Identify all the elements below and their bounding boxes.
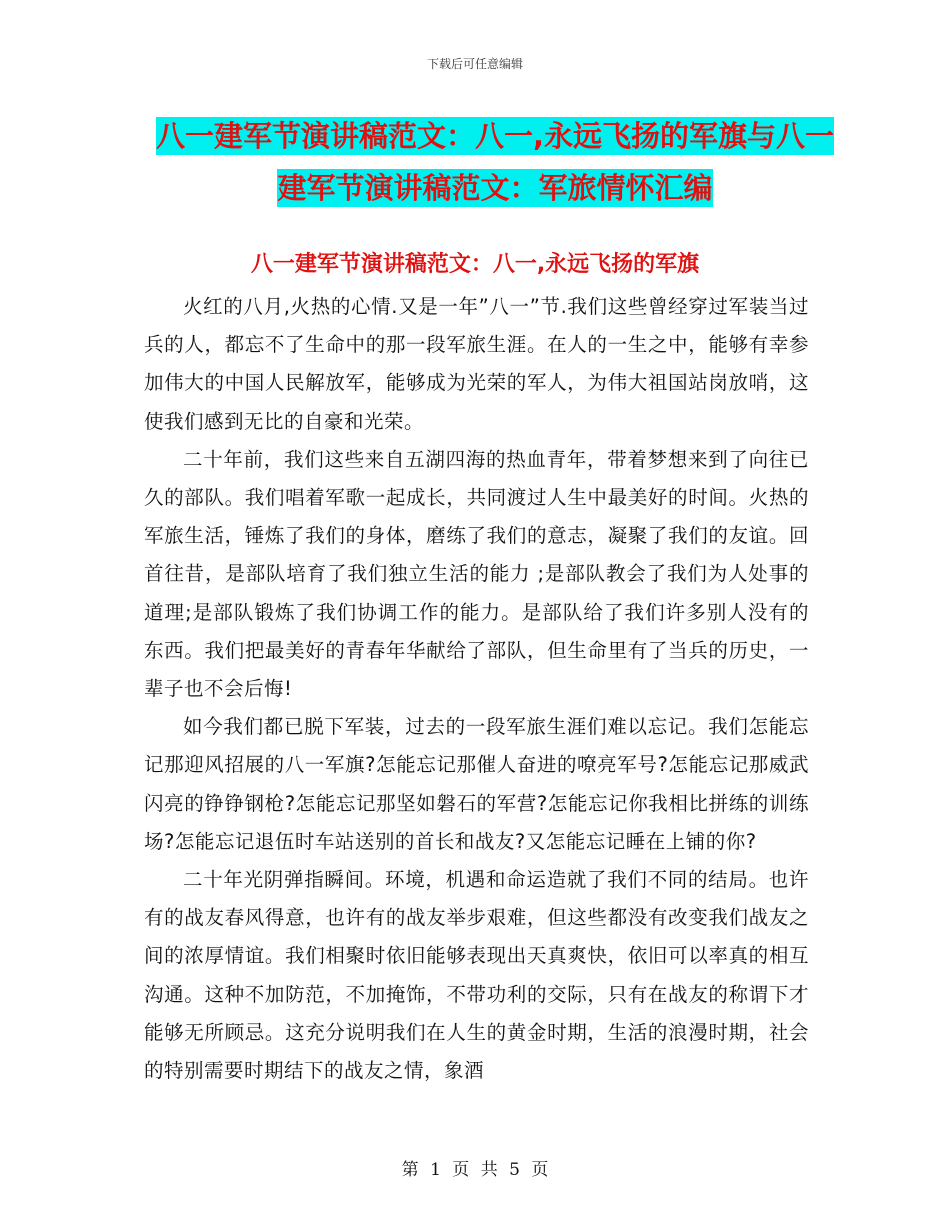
section-title: 八一建军节演讲稿范文：八一,永远飞扬的军旗 xyxy=(250,252,700,277)
body-text xyxy=(144,288,809,1090)
document-title-text: 八一建军节演讲稿范文：八一,永远飞扬的军旗与八一建军节演讲稿范文：军旅情怀汇编 xyxy=(155,119,835,205)
paragraph: 二十年光阴弹指瞬间。环境，机遇和命运造就了我们不同的结局。也许有的战友春风得意，也许有的战友举步艰难，但这些都没有改变我们战友之间的浓厚情谊。我们相聚时依旧能够表现出天真爽快，依旧可以率真的相互沟通。这种不加防范，不加掩饰，不带功利的交际，只有在战友的称谓下才能够无所顾忌。这充分说明我们在人生的黄金时期，生活的浪漫时期，社会的特别需要时期结下的战友之情，象酒 xyxy=(144,868,809,1083)
paragraph: 火红的八月,火热的心情.又是一年”八一”节.我们这些曾经穿过军装当过兵的人，都忘不了生命中的那一段军旅生涯。在人的一生之中，能够有幸参加伟大的中国人民解放军，能够成为光荣的军人，为伟大祖国站岗放哨，这使我们感到无比的自豪和光荣。 xyxy=(144,295,809,433)
paragraph: 如今我们都已脱下军装，过去的一段军旅生涯们难以忘记。我们怎能忘记那迎风招展的八一军旗?怎能忘记那催人奋进的嘹亮军号?怎能忘记那威武闪亮的铮铮钢枪?怎能忘记那坚如磐石的军营?怎能忘记你我相比拼练的训练场?怎能忘记退伍时车站送别的首长和战友?又怎能忘记睡在上铺的你? xyxy=(144,715,809,853)
paragraph: 二十年前，我们这些来自五湖四海的热血青年，带着梦想来到了向往已久的部队。我们唱着军歌一起成长，共同渡过人生中最美好的时间。火热的军旅生活，锤炼了我们的身体，磨练了我们的意志，凝聚了我们的友谊。回首往昔，是部队培育了我们独立生活的能力 ;是部队教会了我们为人处事的道理;是部队锻炼了我们协调工作的能力。是部队给了我们许多别人没有的东西。我们把最美好的青春年华献给了部队，但生命里有了当兵的历史，一辈子也不会后悔! xyxy=(144,447,809,701)
header-note: 下载后可任意编辑 xyxy=(426,57,523,71)
document-title xyxy=(145,110,845,214)
page-footer: 第 1 页 共 5 页 xyxy=(401,1160,549,1180)
